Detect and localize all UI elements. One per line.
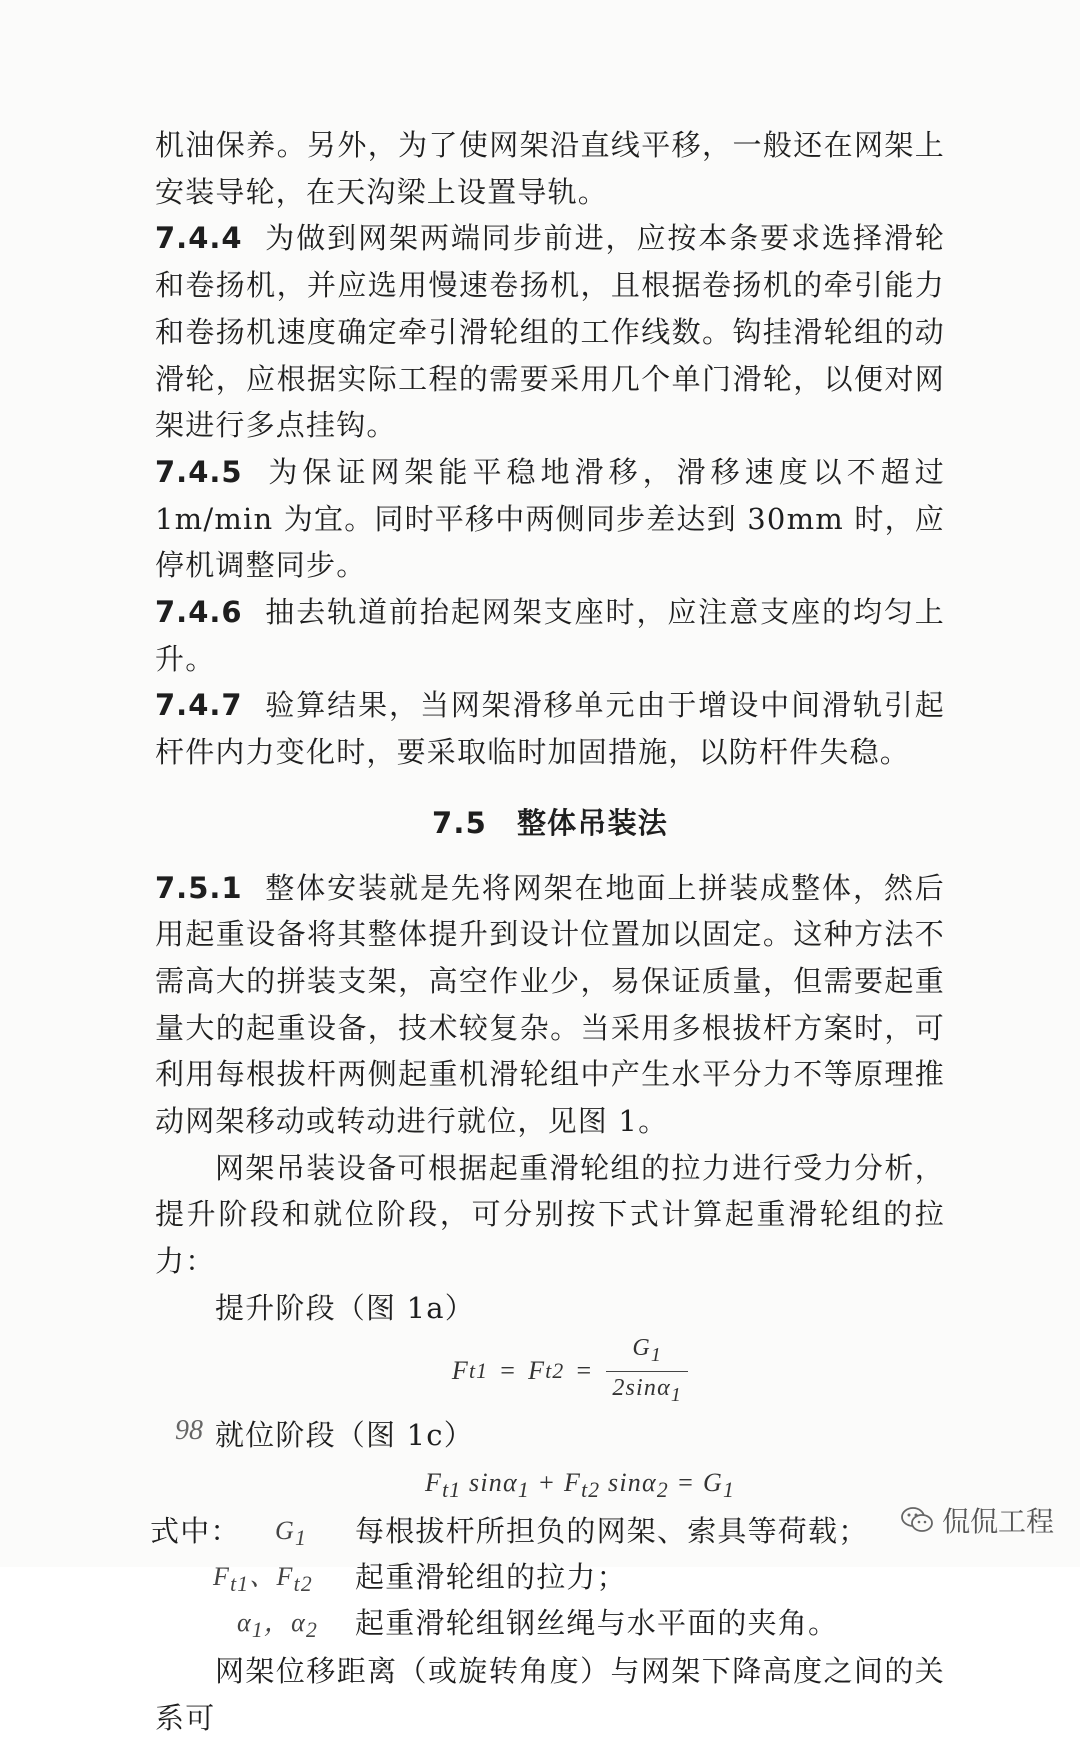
symbol-separator: ，α xyxy=(263,1608,306,1638)
symbol-subscript: 1 xyxy=(251,1618,264,1643)
wechat-icon xyxy=(900,1505,934,1535)
paragraph-analysis: 网架吊装设备可根据起重滑轮组的拉力进行受力分析，提升阶段和就位阶段，可分别按下式计算起重滑轮组的拉力： xyxy=(155,1150,945,1279)
clause-text: 验算结果，当网架滑移单元由于增设中间滑轨引起杆件内力变化时，要采取临时加固措施，以防杆件失稳。 xyxy=(155,688,945,770)
definition-row xyxy=(150,1508,945,1554)
clause-7-4-5 xyxy=(155,449,945,589)
formula-symbol: F xyxy=(451,1356,469,1386)
fraction-numerator xyxy=(624,1334,670,1371)
body-text xyxy=(150,122,945,1742)
formula-subscript: t1 xyxy=(468,1359,489,1384)
watermark xyxy=(900,1500,1054,1540)
formula-subscript: 1 xyxy=(517,1478,530,1503)
formula-symbol: G xyxy=(632,1335,651,1362)
formula-subscript: 1 xyxy=(650,1344,663,1367)
clause-7-4-6 xyxy=(155,589,945,682)
section-heading xyxy=(155,800,945,847)
symbol-subscript: 1 xyxy=(294,1526,308,1551)
definition-row xyxy=(155,1600,945,1646)
clause-7-5-1 xyxy=(155,865,945,1145)
clause-7-4-4 xyxy=(155,215,945,449)
page-number: 98 xyxy=(175,1415,203,1446)
formula-subscript: t1 xyxy=(442,1478,462,1503)
symbol-letter: F xyxy=(213,1562,231,1592)
clause-text: 为保证网架能平稳地滑移，滑移速度以不超过 1m/min 为宜。同时平移中两侧同步差达到 30mm 时，应停机调整同步。 xyxy=(155,454,945,583)
symbol-separator: 、F xyxy=(249,1562,294,1592)
formula-part: F xyxy=(424,1468,443,1498)
clause-7-4-7 xyxy=(155,682,945,775)
formula-subscript: t2 xyxy=(581,1478,601,1503)
symbol-subscript: 2 xyxy=(305,1618,318,1643)
symbol-definitions xyxy=(150,1508,945,1648)
formula-fraction xyxy=(606,1334,688,1409)
place-stage-label: 就位阶段（图 1c） xyxy=(215,1417,474,1452)
formula-part: = G xyxy=(668,1468,723,1498)
watermark-text: 侃侃工程 xyxy=(942,1505,1055,1538)
clause-text: 整体安装就是先将网架在地面上拼装成整体，然后用起重设备将其整体提升到设计位置加以固定。这种方法不需高大的拼装支架，高空作业少，易保证质量，但需要起重量大的起重设备，技术较复杂。当采用多根拔杆方案时，可利用每根拔杆两侧起重机滑轮组中产生水平分力不等原理推动网架移动或转动进行就位，见图 1。 xyxy=(155,870,945,1139)
symbol-letter: G xyxy=(275,1516,295,1546)
clause-text: 抽去轨道前抬起网架支座时，应注意支座的均匀上升。 xyxy=(155,595,945,676)
symbol-subscript: t2 xyxy=(293,1572,313,1597)
formula-subscript: t2 xyxy=(545,1359,565,1384)
clause-number: 7.4.4 xyxy=(155,221,243,256)
paragraph-continued: 机油保养。另外，为了使网架沿直线平移，一般还在网架上安装导轮，在天沟梁上设置导轨。 xyxy=(155,128,945,209)
formula-lift-stage xyxy=(195,1332,945,1412)
formula-subscript: 1 xyxy=(670,1383,683,1406)
formula-equals: = xyxy=(500,1356,517,1386)
clause-number: 7.4.5 xyxy=(155,454,243,489)
symbol-subscript: t1 xyxy=(230,1572,250,1597)
clause-number: 7.4.7 xyxy=(155,688,243,723)
formula-part: sinα xyxy=(600,1468,657,1498)
paragraph-last: 网架位移距离（或旋转角度）与网架下降高度之间的关系可 xyxy=(155,1654,945,1735)
formula-symbol: 2sinα xyxy=(612,1375,671,1402)
lift-stage-label: 提升阶段（图 1a） xyxy=(215,1290,475,1325)
definition-text: 起重滑轮组的拉力； xyxy=(355,1560,627,1595)
formula-part: sinα xyxy=(461,1468,518,1498)
formula-subscript: 1 xyxy=(722,1478,736,1503)
definition-symbol xyxy=(237,1600,318,1653)
section-number: 7.5 xyxy=(432,805,487,840)
section-title: 整体吊装法 xyxy=(516,805,668,840)
definitions-label: 式中： xyxy=(150,1514,241,1549)
definition-row xyxy=(155,1554,945,1600)
formula-part: + F xyxy=(529,1468,582,1498)
definition-text: 起重滑轮组钢丝绳与水平面的夹角。 xyxy=(355,1606,839,1641)
definition-text: 每根拔杆所担负的网架、索具等荷载； xyxy=(355,1514,869,1549)
fraction-denominator xyxy=(606,1371,688,1409)
formula-subscript: 2 xyxy=(656,1478,669,1503)
clause-number: 7.5.1 xyxy=(155,870,243,905)
clause-text: 为做到网架两端同步前进，应按本条要求选择滑轮和卷扬机，并应选用慢速卷扬机，且根据卷扬机的牵引能力和卷扬机速度确定牵引滑轮组的工作线数。钩挂滑轮组的动滑轮，应根据实际工程的需要采用几个单门滑轮，以便对网架进行多点挂钩。 xyxy=(155,221,945,443)
formula-equals: = xyxy=(576,1356,593,1386)
clause-number: 7.4.6 xyxy=(155,595,243,630)
symbol-letter: α xyxy=(237,1608,252,1638)
formula-place-stage xyxy=(215,1458,945,1508)
formula-symbol: F xyxy=(528,1356,546,1386)
